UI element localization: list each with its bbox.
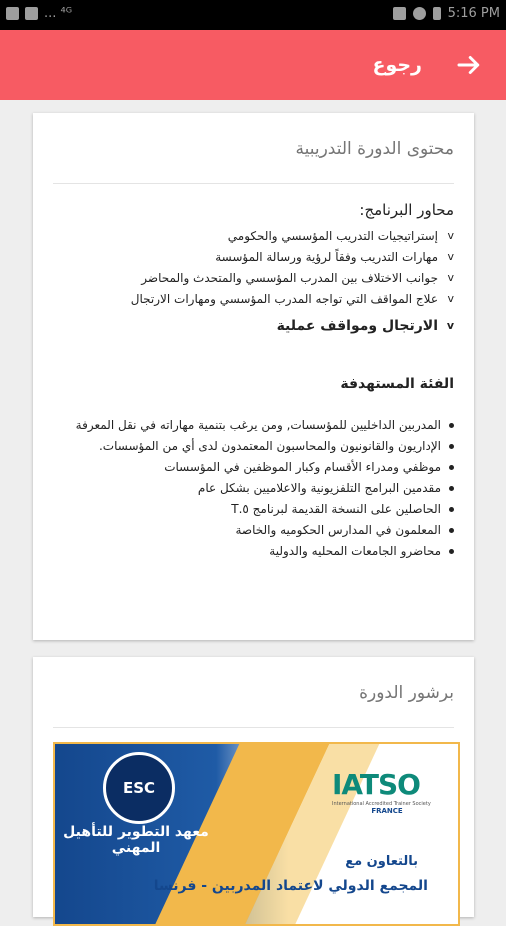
brochure-card bbox=[33, 657, 474, 917]
whatsapp-icon bbox=[6, 7, 19, 20]
message-icon bbox=[25, 7, 38, 20]
list-item: الحاصلين على النسخة القديمة لبرنامج ٥.T bbox=[53, 499, 454, 520]
divider bbox=[53, 183, 454, 184]
battery-icon bbox=[433, 7, 441, 20]
program-axes-heading: محاور البرنامج: bbox=[359, 201, 454, 219]
collaboration-org: المجمع الدولي لاعتماد المدربين - فرنسا bbox=[153, 878, 428, 894]
brochure-image[interactable] bbox=[53, 742, 460, 926]
collaboration-label: بالتعاون مع bbox=[345, 854, 418, 869]
program-axes-list bbox=[53, 226, 454, 339]
list-item: الإداريون والقانونيون والمحاسبون المعتمدون لدى أي من المؤسسات. bbox=[53, 436, 454, 457]
status-bar bbox=[0, 0, 506, 30]
arrow-right-icon[interactable] bbox=[454, 50, 484, 80]
course-content-card bbox=[33, 113, 474, 640]
list-item: مقدمين البرامج التلفزيونية والاعلاميين بشكل عام bbox=[53, 478, 454, 499]
bullet bbox=[449, 486, 454, 491]
brochure-title: برشور الدورة bbox=[359, 683, 454, 703]
list-item: v علاج المواقف التي تواجه المدرب المؤسسي ومهارات الارتجال bbox=[130, 292, 454, 306]
iatso-country: FRANCE bbox=[371, 807, 403, 815]
bullet bbox=[449, 465, 454, 470]
bullet bbox=[449, 549, 454, 554]
list-item: المعلمون في المدارس الحكوميه والخاصة bbox=[53, 520, 454, 541]
course-content-title: محتوى الدورة التدريبية bbox=[295, 139, 454, 159]
app-bar bbox=[0, 30, 506, 100]
status-left bbox=[6, 6, 72, 21]
divider bbox=[53, 727, 454, 728]
target-audience-heading: الفئة المستهدفة bbox=[340, 376, 454, 392]
list-item: v إستراتيجيات التدريب المؤسسي والحكومي bbox=[227, 229, 454, 243]
list-item: v جوانب الاختلاف بين المدرب المؤسسي والمتحدث والمحاضر bbox=[141, 271, 454, 285]
iatso-name: IATSO bbox=[332, 768, 420, 801]
iatso-logo bbox=[332, 768, 442, 828]
list-item: المدربين الداخليين للمؤسسات, ومن يرغب بتنمية مهاراته في نقل المعرفة bbox=[53, 415, 454, 436]
target-audience-list bbox=[53, 415, 454, 562]
iatso-subtitle: International Accredited Trainer Society bbox=[332, 801, 431, 807]
list-item: موظفي ومدراء الأقسام وكبار الموظفين في المؤسسات bbox=[53, 457, 454, 478]
esc-caption: معهد التطوير للتأهيل المهني bbox=[63, 824, 209, 856]
status-time: 5:16 PM bbox=[447, 6, 500, 21]
vibrate-icon bbox=[393, 7, 406, 20]
list-item: v الارتجال ومواقف عملية bbox=[276, 318, 454, 334]
esc-logo: ESC bbox=[103, 752, 175, 824]
status-left-text: ... ⁴ᴳ bbox=[44, 6, 73, 21]
back-button[interactable]: رجوع bbox=[372, 54, 422, 76]
bullet bbox=[449, 507, 454, 512]
status-right bbox=[393, 6, 500, 21]
list-item: v مهارات التدريب وفقاً لرؤية ورسالة المؤسسة bbox=[215, 250, 454, 264]
bullet bbox=[449, 423, 454, 428]
dnd-icon bbox=[413, 7, 426, 20]
bullet bbox=[449, 444, 454, 449]
bullet bbox=[449, 528, 454, 533]
list-item: محاضرو الجامعات المحليه والدولية bbox=[53, 541, 454, 562]
